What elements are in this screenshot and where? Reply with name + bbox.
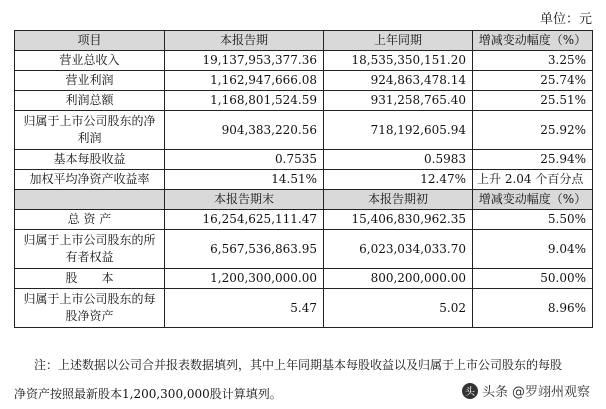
cell-prior: 931,258,765.40 — [324, 91, 473, 111]
cell-change: 5.50% — [473, 210, 593, 230]
table-row — [15, 111, 593, 150]
row-label: 营业利润 — [15, 71, 165, 91]
subheader-period-end: 本报告期末 — [165, 190, 324, 210]
row-label: 归属于上市公司股东的所有者权益 — [15, 230, 165, 269]
table-row — [15, 91, 593, 111]
footnote-line-2: 净资产按照最新股本1,200,300,000股计算填列。 — [14, 387, 282, 401]
table-row — [15, 150, 593, 170]
cell-prior: 18,535,350,151.20 — [324, 51, 473, 71]
cell-prior: 5.02 — [324, 289, 473, 328]
cell-current: 14.51% — [165, 170, 324, 190]
cell-current: 1,168,801,524.59 — [165, 91, 324, 111]
row-label: 基本每股收益 — [15, 150, 165, 170]
cell-change: 8.96% — [473, 289, 593, 328]
table-row — [15, 170, 593, 190]
cell-current: 904,383,220.56 — [165, 111, 324, 150]
table-row — [15, 269, 593, 289]
cell-current: 5.47 — [165, 289, 324, 328]
cell-current: 6,567,536,863.95 — [165, 230, 324, 269]
brand-logo-icon: 头 — [462, 383, 478, 399]
cell-prior: 15,406,830,962.35 — [324, 210, 473, 230]
header-change-pct: 增减变动幅度（%） — [473, 31, 593, 51]
header-current-period: 本报告期 — [165, 31, 324, 51]
row-label: 股 本 — [15, 269, 165, 289]
unit-label: 单位：元 — [539, 12, 592, 27]
watermark-handle: @罗翊州观察 — [511, 385, 590, 400]
cell-change: 上升 2.04 个百分点 — [473, 170, 593, 190]
row-label: 归属于上市公司股东的每股净资产 — [15, 289, 165, 328]
table-row — [15, 51, 593, 71]
subheader-period-start: 本报告期初 — [324, 190, 473, 210]
table-row — [15, 210, 593, 230]
watermark-brand: 头条 — [481, 385, 508, 400]
cell-prior: 924,863,478.14 — [324, 71, 473, 91]
table-header-row — [15, 31, 593, 51]
cell-prior: 800,200,000.00 — [324, 269, 473, 289]
subheader-item — [15, 190, 165, 210]
table-row — [15, 230, 593, 269]
cell-change: 25.51% — [473, 91, 593, 111]
cell-current: 16,254,625,111.47 — [165, 210, 324, 230]
header-prior-period: 上年同期 — [324, 31, 473, 51]
row-label: 总 资 产 — [15, 210, 165, 230]
row-label: 营业总收入 — [15, 51, 165, 71]
cell-change: 25.92% — [473, 111, 593, 150]
cell-current: 0.7535 — [165, 150, 324, 170]
table-row — [15, 71, 593, 91]
footnote-line-1: 注：上述数据以公司合并报表数据填列，其中上年同期基本每股收益以及归属于上市公司股东的每股 — [34, 358, 563, 372]
row-label: 加权平均净资产收益率 — [15, 170, 165, 190]
cell-change: 3.25% — [473, 51, 593, 71]
cell-current: 19,137,953,377.36 — [165, 51, 324, 71]
cell-current: 1,200,300,000.00 — [165, 269, 324, 289]
cell-prior: 6,023,034,033.70 — [324, 230, 473, 269]
financial-summary-table — [14, 30, 593, 328]
cell-change: 9.04% — [473, 230, 593, 269]
header-item: 项目 — [15, 31, 165, 51]
cell-change: 50.00% — [473, 269, 593, 289]
cell-prior: 12.47% — [324, 170, 473, 190]
cell-change: 25.74% — [473, 71, 593, 91]
cell-prior: 718,192,605.94 — [324, 111, 473, 150]
row-label: 利润总额 — [15, 91, 165, 111]
table-subheader-row — [15, 190, 593, 210]
subheader-change-pct: 增减变动幅度（%） — [473, 190, 593, 210]
row-label: 归属于上市公司股东的净利润 — [15, 111, 165, 150]
cell-current: 1,162,947,666.08 — [165, 71, 324, 91]
cell-change: 25.94% — [473, 150, 593, 170]
watermark — [460, 380, 592, 401]
cell-prior: 0.5983 — [324, 150, 473, 170]
table-row — [15, 289, 593, 328]
